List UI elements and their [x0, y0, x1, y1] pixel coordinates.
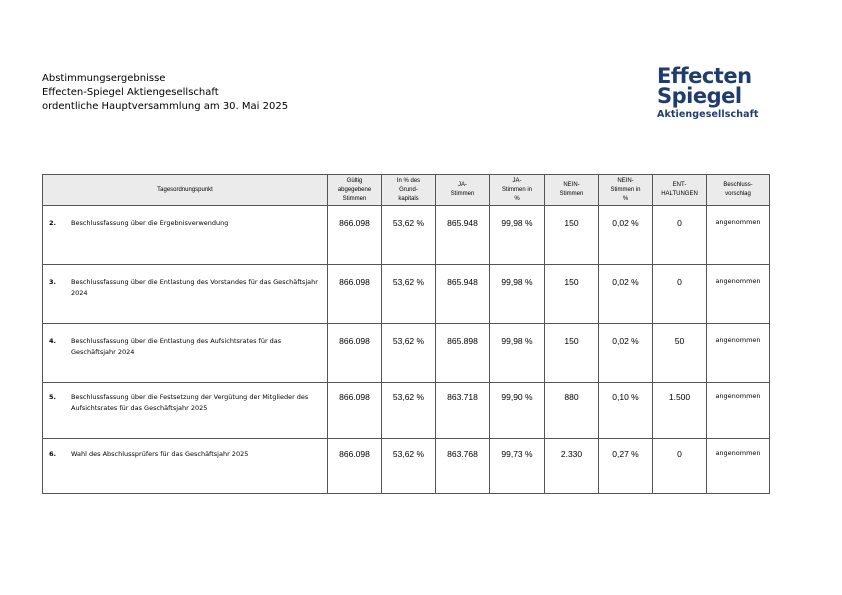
result-cell: angenommen — [707, 439, 770, 494]
agenda-number: 6. — [49, 450, 56, 458]
yes-pct-cell: 99,98 % — [490, 265, 545, 324]
no-votes-cell: 150 — [545, 324, 599, 383]
abstentions-cell: 50 — [653, 324, 707, 383]
col-header-no-pct: NEIN- Stimmen in % — [599, 175, 653, 206]
no-votes-cell: 150 — [545, 206, 599, 265]
abstentions-cell: 0 — [653, 265, 707, 324]
valid-votes-cell: 866.098 — [328, 265, 382, 324]
col-header-topic: Tagesordnungspunkt — [43, 175, 328, 206]
result-cell: angenommen — [707, 383, 770, 439]
yes-votes-cell: 863.718 — [436, 383, 490, 439]
logo-word-effecten: Effecten — [657, 64, 752, 88]
yes-pct-cell: 99,98 % — [490, 206, 545, 265]
pct-capital-cell: 53,62 % — [382, 265, 436, 324]
logo-word-spiegel: Spiegel — [657, 84, 742, 108]
document-header — [42, 72, 288, 114]
result-cell: angenommen — [707, 265, 770, 324]
abstentions-cell: 0 — [653, 206, 707, 265]
col-header-abstentions: ENT- HALTUNGEN — [653, 175, 707, 206]
yes-votes-cell: 863.768 — [436, 439, 490, 494]
pct-capital-cell: 53,62 % — [382, 383, 436, 439]
col-header-proposal: Beschluss- vorschlag — [707, 175, 770, 206]
table-row — [43, 324, 770, 383]
pct-capital-cell: 53,62 % — [382, 439, 436, 494]
agenda-topic: Beschlussfassung über die Entlastung des Vorstandes für das Geschäftsjahr 2024 — [71, 278, 318, 297]
pct-capital-cell: 53,62 % — [382, 324, 436, 383]
no-votes-cell: 880 — [545, 383, 599, 439]
agenda-topic: Beschlussfassung über die Festsetzung der Vergütung der Mitglieder des Aufsichtsrates für das Geschäftsjahr 2025 — [71, 393, 309, 412]
col-header-yes-votes: JA- Stimmen — [436, 175, 490, 206]
no-pct-cell: 0,02 % — [599, 206, 653, 265]
abstentions-cell: 1.500 — [653, 383, 707, 439]
table-row — [43, 265, 770, 324]
no-votes-cell: 2.330 — [545, 439, 599, 494]
col-header-no-votes: NEIN- Stimmen — [545, 175, 599, 206]
header-company: Effecten-Spiegel Aktiengesellschaft — [42, 87, 219, 98]
header-meeting: ordentliche Hauptversammlung am 30. Mai 2025 — [42, 101, 289, 112]
yes-votes-cell: 865.948 — [436, 206, 490, 265]
voting-results-table — [42, 174, 770, 494]
col-header-valid-votes: Gültig abgegebene Stimmen — [328, 175, 382, 206]
agenda-number: 3. — [49, 278, 56, 286]
no-pct-cell: 0,27 % — [599, 439, 653, 494]
agenda-topic: Beschlussfassung über die Entlastung des Aufsichtsrates für das Geschäftsjahr 2024 — [71, 337, 282, 356]
agenda-number: 2. — [49, 219, 56, 227]
yes-votes-cell: 865.898 — [436, 324, 490, 383]
header-title: Abstimmungsergebnisse — [42, 73, 166, 84]
result-cell: angenommen — [707, 324, 770, 383]
table-row — [43, 206, 770, 265]
agenda-topic: Beschlussfassung über die Ergebnisverwendung — [71, 219, 229, 227]
yes-pct-cell: 99,98 % — [490, 324, 545, 383]
valid-votes-cell: 866.098 — [328, 439, 382, 494]
yes-votes-cell: 865.948 — [436, 265, 490, 324]
pct-capital-cell: 53,62 % — [382, 206, 436, 265]
no-pct-cell: 0,02 % — [599, 265, 653, 324]
agenda-number: 4. — [49, 337, 56, 345]
agenda-topic: Wahl des Abschlussprüfers für das Geschäftsjahr 2025 — [71, 450, 249, 458]
no-votes-cell: 150 — [545, 265, 599, 324]
table-row — [43, 383, 770, 439]
result-cell: angenommen — [707, 206, 770, 265]
yes-pct-cell: 99,73 % — [490, 439, 545, 494]
abstentions-cell: 0 — [653, 439, 707, 494]
no-pct-cell: 0,02 % — [599, 324, 653, 383]
company-logo — [657, 66, 758, 120]
valid-votes-cell: 866.098 — [328, 383, 382, 439]
valid-votes-cell: 866.098 — [328, 324, 382, 383]
yes-pct-cell: 99,90 % — [490, 383, 545, 439]
logo-word-ag: Aktiengesellschaft — [657, 109, 759, 120]
col-header-pct-capital: In % des Grund- kapitals — [382, 175, 436, 206]
table-header-row — [43, 175, 770, 206]
no-pct-cell: 0,10 % — [599, 383, 653, 439]
col-header-yes-pct: JA- Stimmen in % — [490, 175, 545, 206]
agenda-number: 5. — [49, 393, 56, 401]
table-row — [43, 439, 770, 494]
valid-votes-cell: 866.098 — [328, 206, 382, 265]
